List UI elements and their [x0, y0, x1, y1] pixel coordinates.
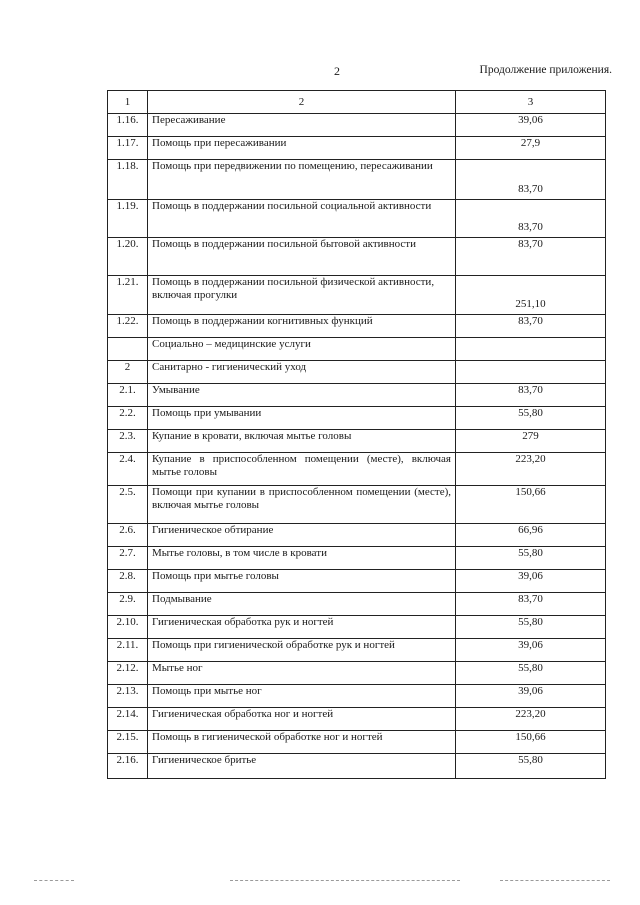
row-number: 2 — [108, 361, 148, 384]
service-price: 223,20 — [456, 708, 606, 731]
footer-scan-line-1 — [34, 880, 74, 881]
table-row — [108, 160, 606, 200]
table-row — [108, 315, 606, 338]
table-row — [108, 593, 606, 616]
row-number: 2.13. — [108, 685, 148, 708]
table-header-row — [108, 91, 606, 114]
table-row — [108, 384, 606, 407]
row-number: 2.2. — [108, 407, 148, 430]
column-header-price: 3 — [456, 91, 606, 114]
service-price: 251,10 — [456, 276, 606, 315]
row-number: 2.7. — [108, 547, 148, 570]
table-row — [108, 524, 606, 547]
row-number: 2.4. — [108, 453, 148, 486]
footer-scan-line-2 — [230, 880, 460, 881]
service-price: 279 — [456, 430, 606, 453]
table-row — [108, 662, 606, 685]
table-row — [108, 754, 606, 779]
row-number: 2.12. — [108, 662, 148, 685]
service-price: 66,96 — [456, 524, 606, 547]
service-price: 150,66 — [456, 731, 606, 754]
service-price — [456, 338, 606, 361]
row-number: 2.5. — [108, 486, 148, 524]
row-number: 2.3. — [108, 430, 148, 453]
service-name: Гигиеническая обработка рук и ногтей — [148, 616, 456, 639]
row-number: 2.6. — [108, 524, 148, 547]
table-row — [108, 276, 606, 315]
table-row — [108, 238, 606, 276]
column-header-service: 2 — [148, 91, 456, 114]
service-name: Гигиеническое обтирание — [148, 524, 456, 547]
service-name: Помощь в гигиенической обработке ног и ногтей — [148, 731, 456, 754]
service-name: Помощь в поддержании посильной бытовой активности — [148, 238, 456, 276]
row-number: 1.21. — [108, 276, 148, 315]
service-name: Помощь при пересаживании — [148, 137, 456, 160]
service-price: 39,06 — [456, 114, 606, 137]
service-name: Мытье головы, в том числе в кровати — [148, 547, 456, 570]
row-number: 1.17. — [108, 137, 148, 160]
service-name: Помощь в поддержании посильной физической активности, включая прогулки — [148, 276, 456, 315]
continuation-note: Продолжение приложения. — [479, 64, 612, 76]
service-name: Помощь при гигиенической обработке рук и ногтей — [148, 639, 456, 662]
row-number: 2.1. — [108, 384, 148, 407]
service-name: Помощь при передвижении по помещению, пересаживании — [148, 160, 456, 200]
service-price: 83,70 — [456, 384, 606, 407]
table-row — [108, 685, 606, 708]
service-name: Гигиеническое бритье — [148, 754, 456, 779]
row-number: 1.19. — [108, 200, 148, 238]
table-row — [108, 639, 606, 662]
service-name: Помощь при мытье ног — [148, 685, 456, 708]
table-row — [108, 137, 606, 160]
service-name: Помощи при купании в приспособленном помещении (месте), включая мытье головы — [148, 486, 456, 524]
row-number: 2.8. — [108, 570, 148, 593]
row-number: 2.9. — [108, 593, 148, 616]
service-name: Подмывание — [148, 593, 456, 616]
row-number: 2.15. — [108, 731, 148, 754]
service-price — [456, 361, 606, 384]
service-name: Гигиеническая обработка ног и ногтей — [148, 708, 456, 731]
service-price: 83,70 — [456, 238, 606, 276]
service-name: Социально – медицинские услуги — [148, 338, 456, 361]
table-row — [108, 407, 606, 430]
table-row — [108, 708, 606, 731]
service-price: 55,80 — [456, 662, 606, 685]
row-number: 1.22. — [108, 315, 148, 338]
row-number: 2.16. — [108, 754, 148, 779]
service-name: Мытье ног — [148, 662, 456, 685]
service-price: 83,70 — [456, 315, 606, 338]
row-number: 1.20. — [108, 238, 148, 276]
service-name: Помощь при мытье головы — [148, 570, 456, 593]
row-number: 2.14. — [108, 708, 148, 731]
service-price: 39,06 — [456, 685, 606, 708]
service-price: 55,80 — [456, 407, 606, 430]
table-row — [108, 338, 606, 361]
table-row — [108, 547, 606, 570]
service-price: 83,70 — [456, 593, 606, 616]
row-number: 1.16. — [108, 114, 148, 137]
column-header-number: 1 — [108, 91, 148, 114]
service-name: Санитарно - гигиенический уход — [148, 361, 456, 384]
service-name: Купание в приспособленном помещении (месте), включая мытье головы — [148, 453, 456, 486]
service-price: 83,70 — [456, 200, 606, 238]
service-name: Помощь в поддержании когнитивных функций — [148, 315, 456, 338]
row-number: 2.11. — [108, 639, 148, 662]
service-price: 55,80 — [456, 616, 606, 639]
service-price: 39,06 — [456, 639, 606, 662]
service-price: 83,70 — [456, 160, 606, 200]
service-name: Купание в кровати, включая мытье головы — [148, 430, 456, 453]
service-price: 55,80 — [456, 754, 606, 779]
service-price: 27,9 — [456, 137, 606, 160]
service-price: 55,80 — [456, 547, 606, 570]
service-name: Помощь в поддержании посильной социальной активности — [148, 200, 456, 238]
service-name: Помощь при умывании — [148, 407, 456, 430]
table-row — [108, 430, 606, 453]
table-row — [108, 114, 606, 137]
service-name: Умывание — [148, 384, 456, 407]
service-price: 39,06 — [456, 570, 606, 593]
table-row — [108, 486, 606, 524]
table-row — [108, 200, 606, 238]
table-row — [108, 616, 606, 639]
row-number: 2.10. — [108, 616, 148, 639]
table-row — [108, 453, 606, 486]
table-row — [108, 361, 606, 384]
table-row — [108, 570, 606, 593]
service-price: 223,20 — [456, 453, 606, 486]
footer-scan-line-3 — [500, 880, 610, 881]
page-number: 2 — [334, 64, 340, 78]
row-number: 1.18. — [108, 160, 148, 200]
table-row — [108, 731, 606, 754]
services-table — [107, 90, 606, 779]
service-price: 150,66 — [456, 486, 606, 524]
row-number — [108, 338, 148, 361]
service-name: Пересаживание — [148, 114, 456, 137]
